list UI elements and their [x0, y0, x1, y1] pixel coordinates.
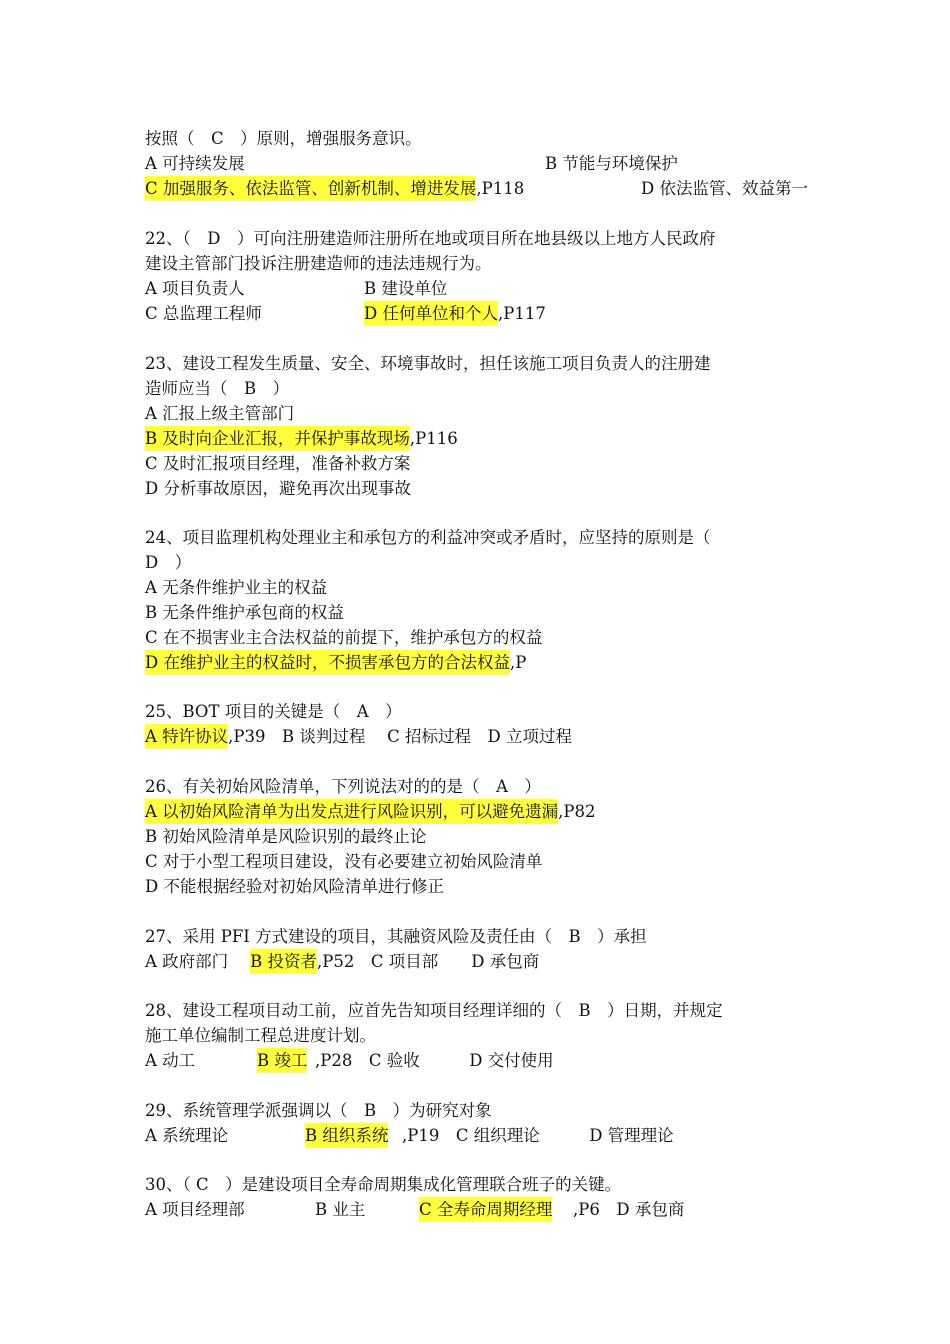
q21-option-b: B 节能与环境保护: [545, 154, 678, 173]
q21-option-a: A 可持续发展: [145, 154, 245, 173]
q30-stem: 30、（ C ）是建设项目全寿命周期集成化管理联合班子的关键。: [145, 1175, 622, 1194]
q28-other-options: ,P28 C 验收 D 交付使用: [315, 1051, 554, 1070]
q23-stem-line1: 23、建设工程发生质量、安全、环境事故时，担任该施工项目负责人的注册建: [145, 354, 711, 373]
q26-option-b: B 初始风险清单是风险识别的最终止论: [145, 827, 427, 846]
q30-other-options: ,P6 D 承包商: [573, 1200, 685, 1219]
q22-options-ab: [145, 276, 448, 301]
q29-stem: 29、系统管理学派强调以（ B ）为研究对象: [145, 1101, 492, 1120]
q28-stem-line2: 施工单位编制工程总进度计划。: [145, 1026, 376, 1045]
q23-option-c: C 及时汇报项目经理，准备补救方案: [145, 454, 411, 473]
q29-option-a: A 系统理论: [145, 1126, 229, 1145]
q21-answer-highlight: C 加强服务、依法监管、创新机制、增进发展: [145, 176, 476, 201]
q27-stem: 27、采用 PFI 方式建设的项目，其融资风险及责任由（ B ）承担: [145, 927, 647, 946]
q22-options-cd: [145, 301, 546, 326]
q23-answer-ref: ,P116: [409, 429, 458, 448]
q27-other-options: ,P52 C 项目部 D 承包商: [317, 952, 540, 971]
q24-option-b: B 无条件维护承包商的权益: [145, 603, 344, 622]
q30-answer-highlight: C 全寿命周期经理: [419, 1197, 552, 1222]
q21-option-d: D 依法监管、效益第一: [641, 179, 808, 198]
q28-option-a: A 动工: [145, 1051, 196, 1070]
q26-option-a: [145, 799, 596, 824]
q25-other-options: ,P39 B 谈判过程 C 招标过程 D 立项过程: [228, 727, 572, 746]
q28-answer-highlight: B 竣工: [257, 1048, 307, 1073]
q26-answer-ref: ,P82: [558, 802, 596, 821]
q24-option-a: A 无条件维护业主的权益: [145, 578, 328, 597]
q28-stem-line1: 28、建设工程项目动工前，应首先告知项目经理详细的（ B ）日期，并规定: [145, 1001, 723, 1020]
q22-answer-highlight: D 任何单位和个人: [364, 301, 498, 326]
q24-option-d: [145, 650, 526, 675]
q24-stem-line1: 24、项目监理机构处理业主和承包方的利益冲突或矛盾时，应坚持的原则是（: [145, 528, 711, 547]
q24-answer-highlight: D 在维护业主的权益时，不损害承包方的合法权益: [145, 650, 510, 675]
q26-option-d: D 不能根据经验对初始风险清单进行修正: [145, 877, 444, 896]
q28-options: [145, 1048, 554, 1073]
q27-answer-highlight: B 投资者: [250, 949, 317, 974]
q29-answer-highlight: B 组织系统: [305, 1123, 388, 1148]
q22-stem-line2: 建设主管部门投诉注册建造师的违法违规行为。: [145, 254, 492, 273]
q22-option-a: A 项目负责人: [145, 279, 245, 298]
q30-options: [145, 1197, 685, 1222]
q30-option-b: B 业主: [315, 1200, 366, 1219]
q21-answer-ref: ,P118: [476, 179, 525, 198]
q25-options: [145, 724, 572, 749]
q24-answer-ref: ,P: [509, 653, 527, 672]
q22-option-b: B 建设单位: [364, 279, 448, 298]
q29-options: [145, 1123, 674, 1148]
q30-option-a: A 项目经理部: [145, 1200, 245, 1219]
q26-stem: 26、有关初始风险清单，下列说法对的的是（ A ）: [145, 777, 541, 796]
q27-options: [145, 949, 539, 974]
q23-answer-highlight: B 及时向企业汇报，并保护事故现场: [145, 426, 410, 451]
q22-stem-line1: 22、（ D ）可向注册建造师注册所在地或项目所在地县级以上地方人民政府: [145, 229, 716, 248]
q23-option-a: A 汇报上级主管部门: [145, 404, 295, 423]
q22-answer-ref: ,P117: [497, 304, 546, 323]
q26-option-c: C 对于小型工程项目建设，没有必要建立初始风险清单: [145, 852, 543, 871]
q21-options-ab: [145, 151, 678, 176]
q23-option-b: [145, 426, 458, 451]
q22-option-c: C 总监理工程师: [145, 304, 262, 323]
q23-option-d: D 分析事故原因，避免再次出现事故: [145, 479, 411, 498]
q24-option-c: C 在不损害业主合法权益的前提下，维护承包方的权益: [145, 628, 543, 647]
q29-other-options: ,P19 C 组织理论 D 管理理论: [402, 1126, 674, 1145]
q21-options-cd: [145, 176, 808, 201]
q25-answer-highlight: A 特许协议: [145, 724, 228, 749]
q21-stem: 按照（ C ）原则，增强服务意识。: [145, 129, 422, 148]
q26-answer-highlight: A 以初始风险清单为出发点进行风险识别，可以避免遗漏: [145, 799, 558, 824]
q23-stem-line2: 造师应当（ B ）: [145, 379, 290, 398]
q25-stem: 25、BOT 项目的关键是（ A ）: [145, 702, 402, 721]
q27-option-a: A 政府部门: [145, 952, 229, 971]
q24-stem-line2: D ）: [145, 553, 192, 572]
